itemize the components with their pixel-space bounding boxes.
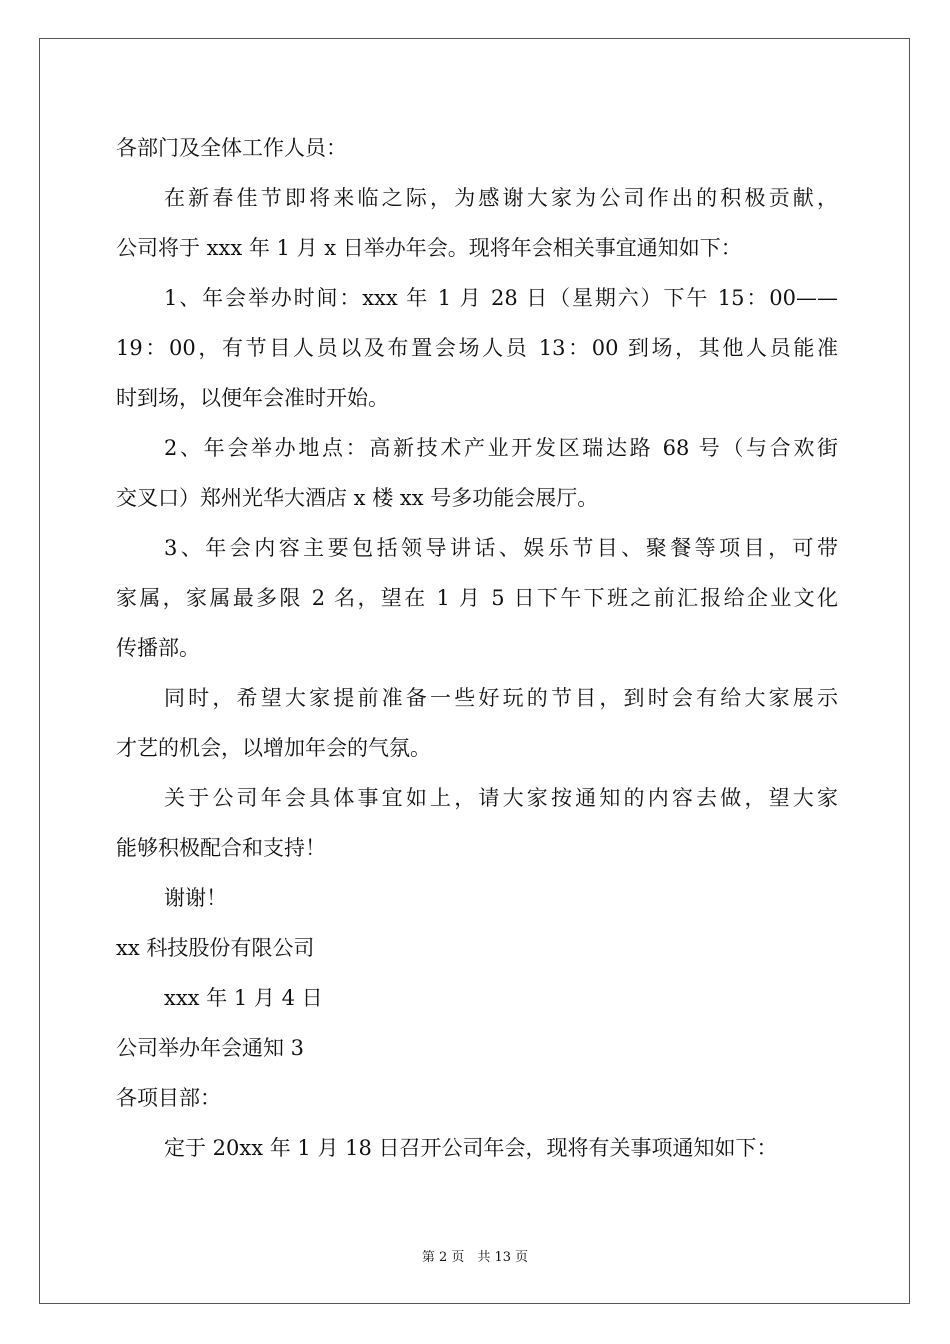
paragraph-line: 在新春佳节即将来临之际，为感谢大家为公司作出的积极贡献， (164, 186, 838, 210)
paragraph-line: 同时，希望大家提前准备一些好玩的节目，到时会有给大家展示 (164, 686, 838, 710)
thanks-line: 谢谢！ (164, 886, 227, 910)
paragraph-line: 1、年会举办时间：xxx 年 1 月 28 日（星期六）下午 15：00—— (164, 286, 838, 310)
salutation: 各项目部： (116, 1086, 221, 1110)
salutation: 各部门及全体工作人员： (116, 136, 347, 160)
section-title: 公司举办年会通知 3 (116, 1036, 305, 1060)
paragraph-line: 才艺的机会，以增加年会的气氛。 (116, 736, 431, 760)
paragraph-line: 2、年会举办地点：高新技术产业开发区瑞达路 68 号（与合欢街 (164, 436, 838, 460)
paragraph-line: 家属，家属最多限 2 名，望在 1 月 5 日下午下班之前汇报给企业文化 (116, 586, 838, 610)
paragraph-line: 交叉口）郑州光华大酒店 x 楼 xx 号多功能会展厅。 (116, 486, 599, 510)
paragraph-line: 定于 20xx 年 1 月 18 日召开公司年会，现将有关事项通知如下： (164, 1136, 778, 1160)
paragraph-line: 能够积极配合和支持！ (116, 836, 326, 860)
paragraph-line: 传播部。 (116, 636, 200, 660)
company-name: xx 科技股份有限公司 (116, 936, 315, 960)
paragraph-line: 公司将于 xxx 年 1 月 x 日举办年会。现将年会相关事宜通知如下： (116, 236, 742, 260)
date-line: xxx 年 1 月 4 日 (164, 986, 323, 1010)
page-border (39, 38, 910, 1304)
paragraph-line: 3、年会内容主要包括领导讲话、娱乐节目、聚餐等项目，可带 (164, 536, 838, 560)
paragraph-line: 时到场，以便年会准时开始。 (116, 386, 389, 410)
paragraph-line: 19：00，有节目人员以及布置会场人员 13：00 到场，其他人员能准 (116, 336, 838, 360)
paragraph-line: 关于公司年会具体事宜如上，请大家按通知的内容去做，望大家 (164, 786, 838, 810)
page-number: 第 2 页 共 13 页 (421, 1250, 529, 1265)
